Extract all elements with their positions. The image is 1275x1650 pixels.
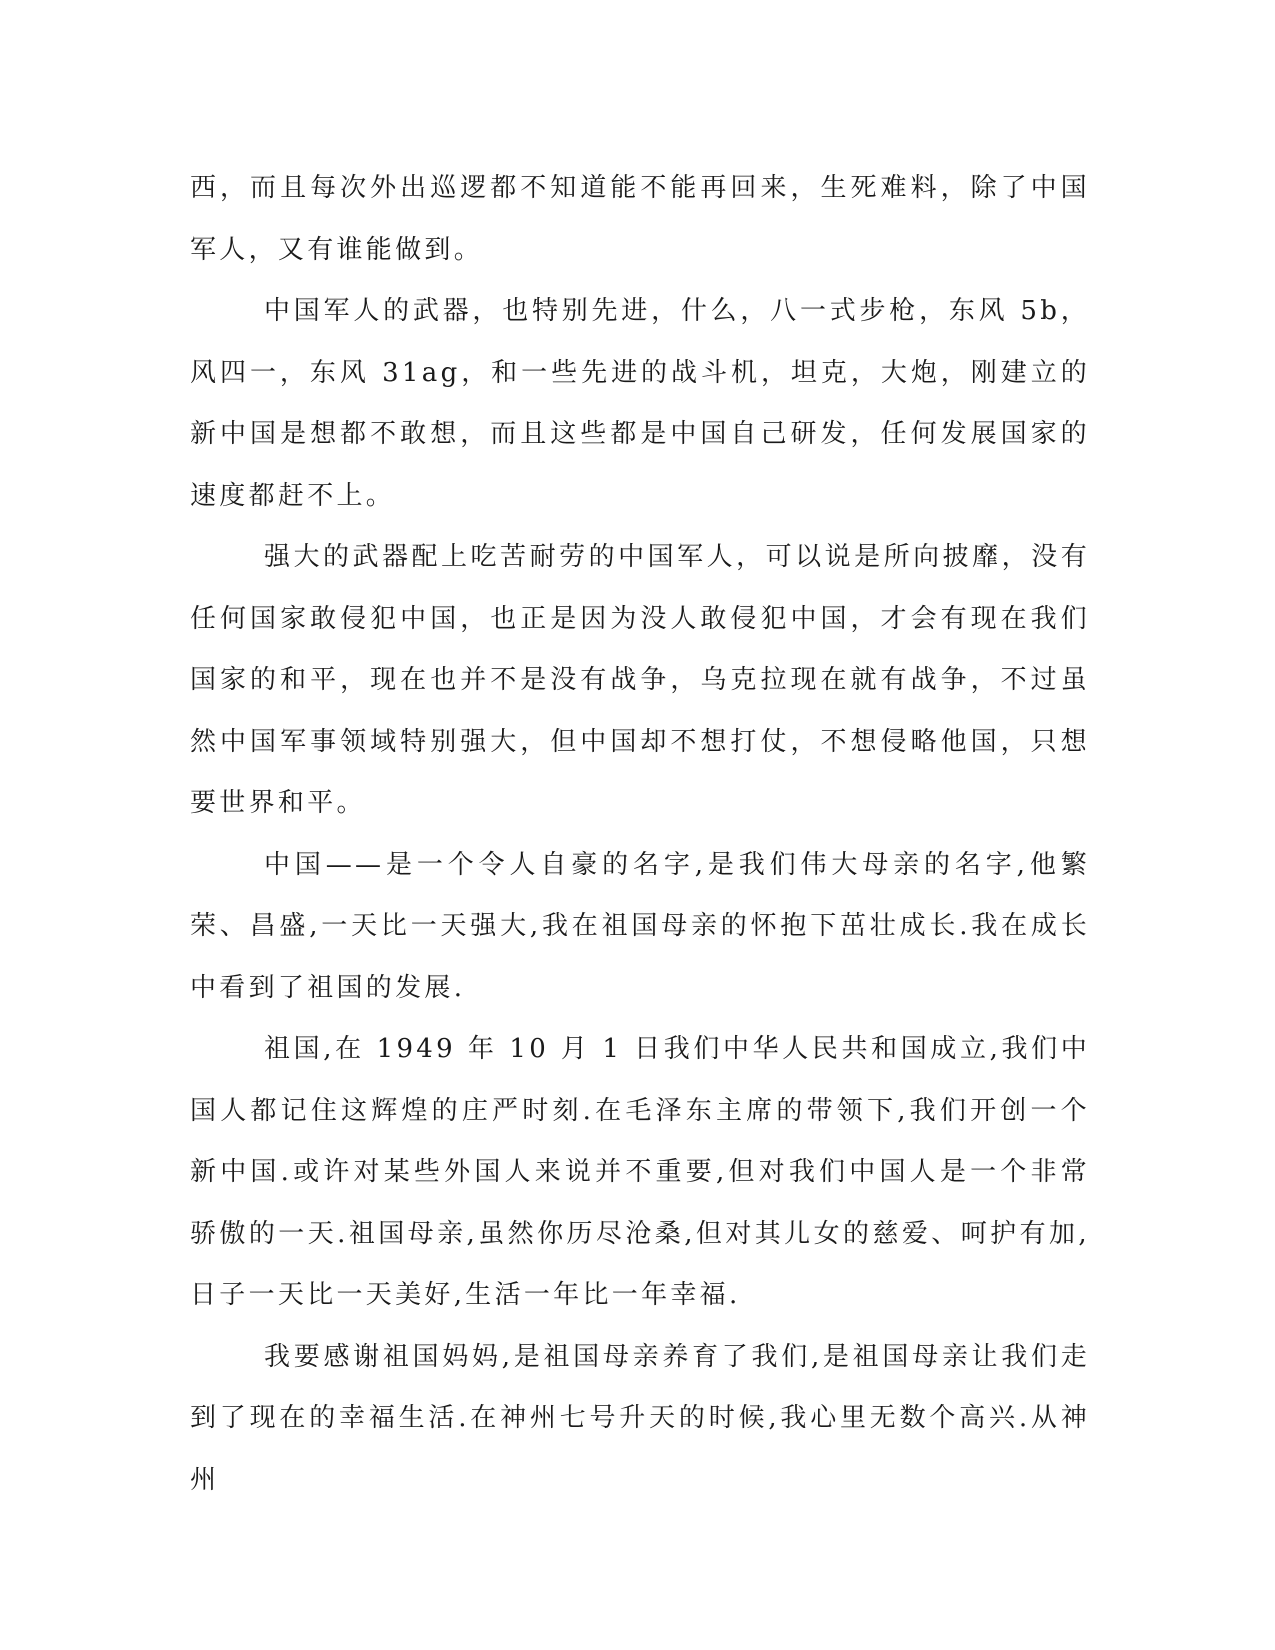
paragraph-3: 强大的武器配上吃苦耐劳的中国军人，可以说是所向披靡，没有任何国家敢侵犯中国，也正是因为没人敢侵犯中国，才会有现在我们国家的和平，现在也并不是没有战争，乌克拉现在就有战争，不过虽然中国军事领域特别强大，但中国却不想打仗，不想侵略他国，只想要世界和平。 xyxy=(190,542,1090,818)
document-body xyxy=(190,158,1090,1511)
paragraph-4: 中国——是一个令人自豪的名字,是我们伟大母亲的名字,他繁荣、昌盛,一天比一天强大,我在祖国母亲的怀抱下茁壮成长.我在成长中看到了祖国的发展. xyxy=(190,849,1090,1003)
paragraph-1: 西，而且每次外出巡逻都不知道能不能再回来，生死难料，除了中国军人，又有谁能做到。 xyxy=(190,173,1090,265)
paragraph-6: 我要感谢祖国妈妈,是祖国母亲养育了我们,是祖国母亲让我们走到了现在的幸福生活.在神州七号升天的时候,我心里无数个高兴.从神州 xyxy=(190,1341,1090,1495)
paragraph-5: 祖国,在 1949 年 10 月 1 日我们中华人民共和国成立,我们中国人都记住这辉煌的庄严时刻.在毛泽东主席的带领下,我们开创一个新中国.或许对某些外国人来说并不重要,但对我们中国人是一个非常骄傲的一天.祖国母亲,虽然你历尽沧桑,但对其儿女的慈爱、呵护有加,日子一天比一天美好,生活一年比一年幸福. xyxy=(190,1034,1090,1310)
paragraph-2: 中国军人的武器，也特别先进，什么，八一式步枪，东风 5b，风四一，东风 31ag，和一些先进的战斗机，坦克，大炮，刚建立的新中国是想都不敢想，而且这些都是中国自己研发，任何发展国家的速度都赶不上。 xyxy=(190,296,1090,511)
